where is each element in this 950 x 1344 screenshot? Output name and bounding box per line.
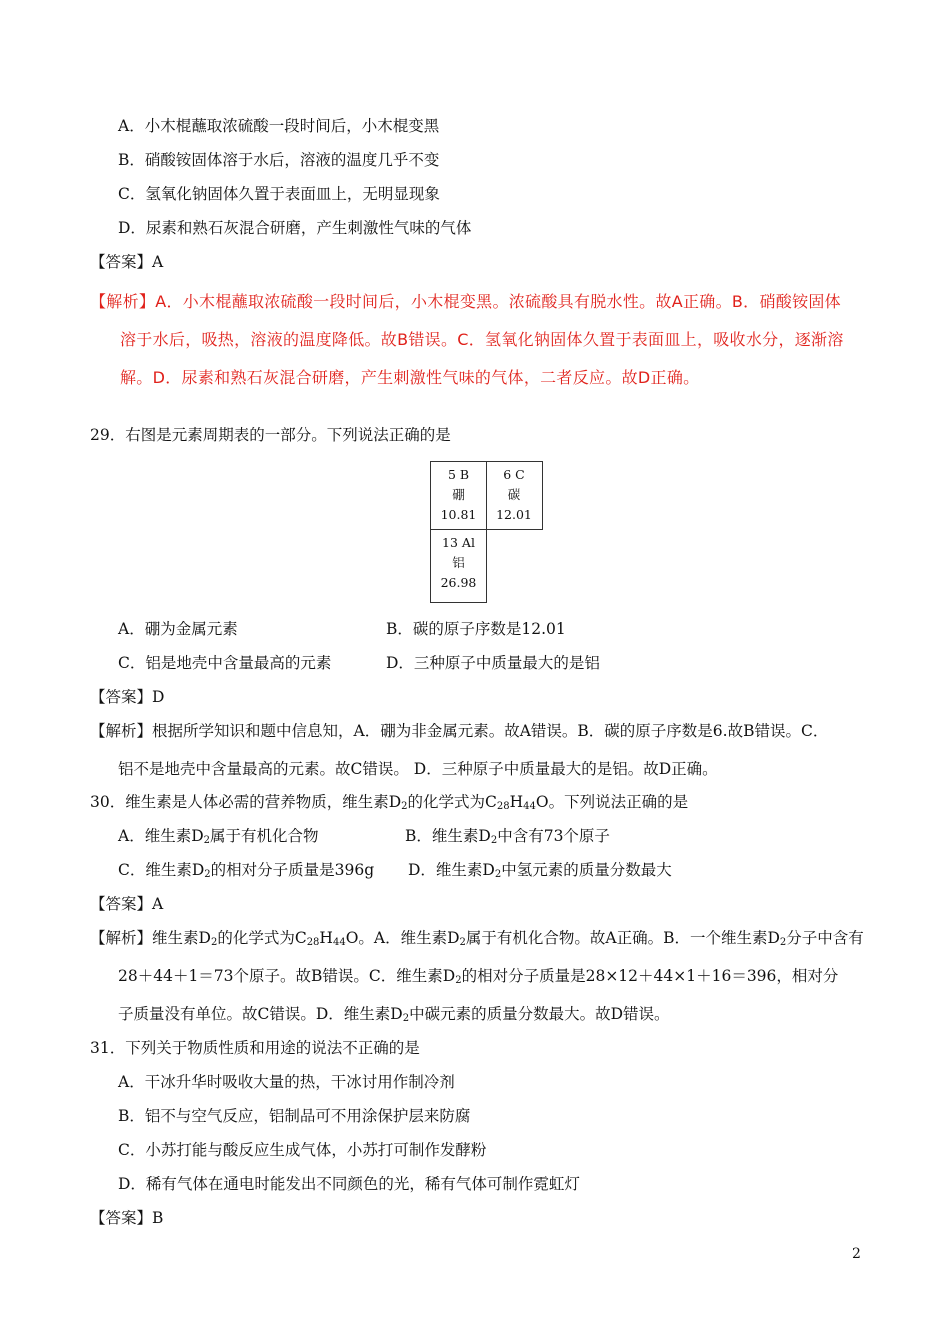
boron-number-symbol: 5 B bbox=[447, 467, 470, 482]
q31-option-a: A．干冰升华时吸收大量的热，干冰讨用作制冷剂 bbox=[118, 1073, 455, 1091]
q29-answer: 【答案】D bbox=[90, 688, 165, 706]
boron-mass: 10.81 bbox=[440, 507, 477, 522]
q29-option-c: C．铝是地壳中含量最高的元素 bbox=[118, 654, 332, 672]
q28-option-d: D．尿素和熟石灰混合研磨，产生刺激性气味的气体 bbox=[118, 219, 472, 237]
q31-option-b: B．铝不与空气反应，铝制品可不用涂保护层来防腐 bbox=[118, 1107, 471, 1125]
carbon-mass: 12.01 bbox=[496, 507, 532, 522]
element-cell-aluminium bbox=[430, 529, 487, 603]
q29-analysis-line-1: 【解析】根据所学知识和题中信息知，A．硼为非金属元素。故A错误。B．碳的原子序数是6.故B错误。C． bbox=[90, 722, 829, 740]
q28-option-b: B．硝酸铵固体溶于水后，溶液的温度几乎不变 bbox=[118, 151, 440, 169]
carbon-name: 碳 bbox=[507, 487, 521, 502]
q28-analysis-line-1: 【解析】A．小木棍蘸取浓硫酸一段时间后，小木棍变黑。浓硫酸具有脱水性。故A正确。B．硝酸铵固体 bbox=[90, 292, 841, 311]
q29-option-a: A．硼为金属元素 bbox=[118, 620, 238, 638]
q28-option-a: A．小木棍蘸取浓硫酸一段时间后，小木棍变黑 bbox=[118, 117, 440, 135]
q30-answer: 【答案】A bbox=[90, 895, 164, 913]
q30-analysis-line-2: 28＋44＋1＝73个原子。故B错误。C．维生素$D_2$的相对分子质量是28×12＋44×1＋16＝396，相对分 bbox=[118, 967, 839, 986]
q29-option-b: B．碳的原子序数是12.01 bbox=[386, 620, 566, 638]
q30-analysis-line-3: 子质量没有单位。故C错误。D．维生素$D_2$中碳元素的质量分数最大。故D错误。 bbox=[118, 1005, 670, 1024]
q28-option-c: C．氢氧化钠固体久置于表面皿上，无明显现象 bbox=[118, 185, 440, 203]
page-number: 2 bbox=[852, 1246, 861, 1262]
q30-option-c: C．维生素$D_2$的相对分子质量是396g bbox=[118, 861, 375, 880]
q28-analysis-line-2: 溶于水后，吸热，溶液的温度降低。故B错误。C．氢氧化钠固体久置于表面皿上，吸收水分，逐渐溶 bbox=[120, 330, 844, 349]
aluminium-name: 铝 bbox=[452, 554, 465, 570]
carbon-number-symbol: 6 C bbox=[503, 467, 525, 482]
element-cell-carbon bbox=[486, 461, 543, 530]
periodic-table-fragment bbox=[430, 461, 543, 603]
q30-option-b: B．维生素$D_2$中含有73个原子 bbox=[405, 827, 610, 846]
element-cell-boron bbox=[430, 461, 487, 530]
q30-option-d: D．维生素$D_2$中氢元素的质量分数最大 bbox=[408, 861, 672, 880]
boron-name: 硼 bbox=[452, 487, 465, 502]
q30-analysis-line-1: 【解析】维生素$D_2$的化学式为$C_{28}H_{44}O$。A．维生素$D_2$属于有机化合物。故A正确。B．一个维生素$D_2$分子中含有 bbox=[90, 929, 864, 948]
q31-answer: 【答案】B bbox=[90, 1209, 164, 1227]
q28-answer: 【答案】A bbox=[90, 253, 164, 271]
q30-stem: 30．维生素是人体必需的营养物质，维生素$D_2$的化学式为$C_{28}H_{44}O$。下列说法正确的是 bbox=[90, 793, 689, 812]
q28-analysis-line-3: 解。D．尿素和熟石灰混合研磨，产生刺激性气味的气体，二者反应。故D正确。 bbox=[120, 368, 700, 387]
q29-analysis-line-2: 铝不是地壳中含量最高的元素。故C错误。 D．三种原子中质量最大的是铝。故D正确。 bbox=[118, 760, 718, 778]
q30-option-a: A．维生素$D_2$属于有机化合物 bbox=[118, 827, 319, 846]
aluminium-number-symbol: 13 Al bbox=[442, 534, 475, 550]
q31-option-d: D．稀有气体在通电时能发出不同颜色的光，稀有气体可制作霓虹灯 bbox=[118, 1175, 580, 1193]
aluminium-mass: 26.98 bbox=[440, 574, 477, 590]
q29-stem: 29．右图是元素周期表的一部分。下列说法正确的是 bbox=[90, 426, 451, 444]
q31-stem: 31．下列关于物质性质和用途的说法不正确的是 bbox=[90, 1039, 420, 1057]
q29-option-d: D．三种原子中质量最大的是铝 bbox=[386, 654, 600, 672]
q31-option-c: C．小苏打能与酸反应生成气体，小苏打可制作发酵粉 bbox=[118, 1141, 487, 1159]
